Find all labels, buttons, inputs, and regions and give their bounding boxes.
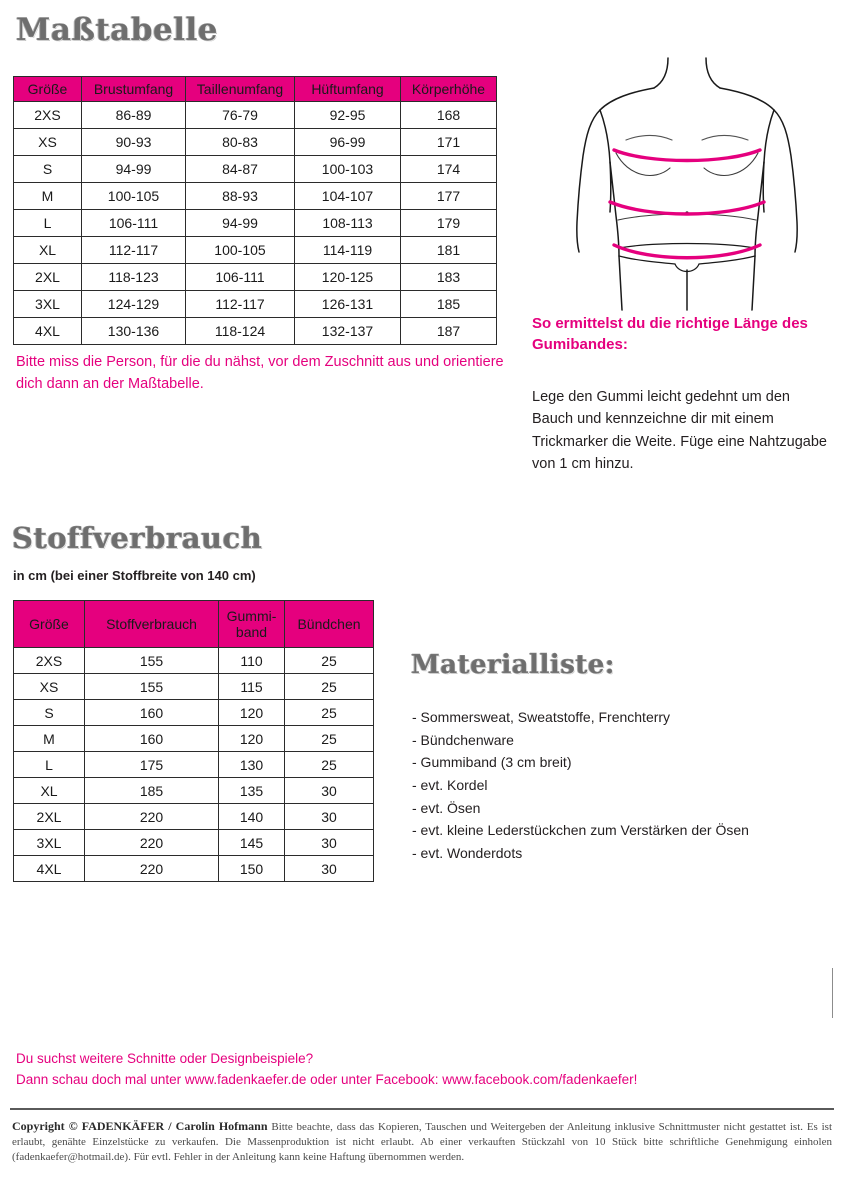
table-row [14, 778, 374, 804]
cell-size: L [14, 752, 85, 778]
list-item: - evt. Wonderdots [412, 845, 523, 862]
table-header-row [14, 601, 374, 648]
table-row [14, 237, 497, 264]
cell-waist: 112-117 [186, 291, 295, 318]
cell-size: 2XS [14, 648, 85, 674]
cell-waist: 100-105 [186, 237, 295, 264]
cell-fabric: 155 [85, 648, 219, 674]
table-row [14, 264, 497, 291]
list-item: - evt. Kordel [412, 777, 488, 794]
cell-size: L [14, 210, 82, 237]
cell-cuff: 30 [285, 856, 374, 882]
table-row [14, 830, 374, 856]
cell-fabric: 160 [85, 726, 219, 752]
cell-height: 181 [401, 237, 497, 264]
cell-fabric: 220 [85, 830, 219, 856]
cell-size: S [14, 156, 82, 183]
table-header-row [14, 77, 497, 102]
cell-size: XL [14, 237, 82, 264]
column-header-fabric: Stoffverbrauch [85, 601, 219, 648]
column-header-cuff: Bündchen [285, 601, 374, 648]
cell-size: S [14, 700, 85, 726]
cell-elastic: 120 [219, 726, 285, 752]
table-row [14, 804, 374, 830]
page-title-measurement-chart: Maßtabelle [16, 12, 219, 48]
column-header-waist: Taillenumfang [186, 77, 295, 102]
table-row [14, 183, 497, 210]
fabric-usage-table [13, 600, 374, 882]
cell-height: 174 [401, 156, 497, 183]
cell-cuff: 30 [285, 778, 374, 804]
cell-fabric: 175 [85, 752, 219, 778]
cell-height: 187 [401, 318, 497, 345]
fabric-usage-subtitle: in cm (bei einer Stoffbreite von 140 cm) [13, 568, 256, 583]
list-item: - Gummiband (3 cm breit) [412, 754, 572, 771]
cell-chest: 90-93 [82, 129, 186, 156]
table-row [14, 102, 497, 129]
cell-elastic: 135 [219, 778, 285, 804]
list-item: - evt. kleine Lederstückchen zum Verstärken der Ösen [412, 822, 749, 839]
section-title-material-list: Materialliste: [411, 650, 616, 680]
measurement-instruction-note: Bitte miss die Person, für die du nähst, vor dem Zuschnitt aus und orientiere dich dann an der Maßtabelle. [16, 354, 504, 392]
cell-chest: 118-123 [82, 264, 186, 291]
cell-hip: 104-107 [295, 183, 401, 210]
cell-cuff: 25 [285, 648, 374, 674]
cell-hip: 132-137 [295, 318, 401, 345]
cell-size: XS [14, 674, 85, 700]
table-row [14, 726, 374, 752]
cell-waist: 80-83 [186, 129, 295, 156]
cell-hip: 92-95 [295, 102, 401, 129]
list-item: - Bündchenware [412, 731, 514, 748]
cell-size: 4XL [14, 318, 82, 345]
cell-chest: 124-129 [82, 291, 186, 318]
promo-line-links: Dann schau doch mal unter www.fadenkaefer.de oder unter Facebook: www.facebook.com/fadenkaefer! [16, 1071, 638, 1087]
cell-cuff: 25 [285, 674, 374, 700]
table-row [14, 856, 374, 882]
cell-height: 177 [401, 183, 497, 210]
table-row [14, 648, 374, 674]
cell-waist: 118-124 [186, 318, 295, 345]
column-header-height: Körperhöhe [401, 77, 497, 102]
cell-chest: 100-105 [82, 183, 186, 210]
cell-chest: 112-117 [82, 237, 186, 264]
cell-height: 183 [401, 264, 497, 291]
cell-height: 185 [401, 291, 497, 318]
cell-elastic: 115 [219, 674, 285, 700]
cell-waist: 76-79 [186, 102, 295, 129]
cell-cuff: 25 [285, 726, 374, 752]
cell-size: M [14, 183, 82, 210]
elastic-length-body: Lege den Gummi leicht gedehnt um den Bauch und kennzeichne dir mit einem Trickmarker die Weite. Füge eine Nahtzugabe von 1 cm hinzu. [532, 389, 827, 473]
footer-copyright [12, 1118, 832, 1166]
cell-size: M [14, 726, 85, 752]
material-list [412, 706, 832, 865]
cell-fabric: 220 [85, 804, 219, 830]
cell-fabric: 160 [85, 700, 219, 726]
cell-waist: 94-99 [186, 210, 295, 237]
table-row [14, 318, 497, 345]
cell-fabric: 220 [85, 856, 219, 882]
elastic-length-heading: So ermittelst du die richtige Länge des Gumibandes: [532, 315, 808, 354]
cell-size: 2XL [14, 264, 82, 291]
cell-size: 2XS [14, 102, 82, 129]
cell-size: XS [14, 129, 82, 156]
torso-measurement-diagram [562, 52, 812, 327]
section-title-fabric-usage: Stoffverbrauch [12, 521, 263, 555]
cell-fabric: 185 [85, 778, 219, 804]
cell-waist: 88-93 [186, 183, 295, 210]
cell-size: 3XL [14, 830, 85, 856]
cell-fabric: 155 [85, 674, 219, 700]
column-header-size: Größe [14, 601, 85, 648]
cell-size: 3XL [14, 291, 82, 318]
cell-hip: 96-99 [295, 129, 401, 156]
cell-size: 4XL [14, 856, 85, 882]
cell-hip: 126-131 [295, 291, 401, 318]
promo-text [16, 1049, 776, 1091]
measurement-table [13, 76, 497, 345]
cell-height: 168 [401, 102, 497, 129]
table-row [14, 156, 497, 183]
cell-size: XL [14, 778, 85, 804]
list-item: - Sommersweat, Sweatstoffe, Frenchterry [412, 709, 671, 725]
cell-chest: 106-111 [82, 210, 186, 237]
cell-elastic: 145 [219, 830, 285, 856]
copyright-owner: Copyright © FADENKÄFER / Carolin Hofmann [12, 1119, 268, 1133]
cell-elastic: 110 [219, 648, 285, 674]
cell-cuff: 30 [285, 804, 374, 830]
table-row [14, 291, 497, 318]
cell-size: 2XL [14, 804, 85, 830]
column-header-hip: Hüftumfang [295, 77, 401, 102]
cell-elastic: 150 [219, 856, 285, 882]
cell-cuff: 25 [285, 700, 374, 726]
cell-cuff: 30 [285, 830, 374, 856]
cell-chest: 86-89 [82, 102, 186, 129]
cell-waist: 84-87 [186, 156, 295, 183]
page-edge-artifact [832, 968, 833, 1018]
cell-chest: 94-99 [82, 156, 186, 183]
table-row [14, 129, 497, 156]
cell-hip: 100-103 [295, 156, 401, 183]
column-header-elastic: Gummi-band [219, 601, 285, 648]
cell-hip: 108-113 [295, 210, 401, 237]
chest-measure-band [614, 150, 760, 161]
cell-height: 179 [401, 210, 497, 237]
table-row [14, 700, 374, 726]
cell-height: 171 [401, 129, 497, 156]
cell-cuff: 25 [285, 752, 374, 778]
table-row [14, 210, 497, 237]
cell-hip: 114-119 [295, 237, 401, 264]
table-row [14, 674, 374, 700]
cell-hip: 120-125 [295, 264, 401, 291]
cell-elastic: 130 [219, 752, 285, 778]
cell-elastic: 120 [219, 700, 285, 726]
column-header-size: Größe [14, 77, 82, 102]
cell-elastic: 140 [219, 804, 285, 830]
copyright-terms: Bitte beachte, dass das Kopieren, Tauschen und Weitergeben der Anleitung inklusive Schnittmuster nicht gestattet ist. Es ist erlaubt, genähte Einzelstücke zu verkaufen. Die Massenproduktion ist nicht erlaubt. Ab einer verkauften Stückzahl von 10 Stück bitte schriftliche Genehmigung einholen (fadenkaefer@hotmail.de). Für evtl. Fehler in der Anleitung kann keine Haftung übernommen werden. [12, 1121, 833, 1164]
hip-measure-band [614, 245, 760, 258]
cell-chest: 130-136 [82, 318, 186, 345]
footer-divider [10, 1108, 834, 1110]
table-row [14, 752, 374, 778]
cell-waist: 106-111 [186, 264, 295, 291]
list-item: - evt. Ösen [412, 799, 481, 816]
column-header-chest: Brustumfang [82, 77, 186, 102]
promo-line-question: Du suchst weitere Schnitte oder Designbeispiele? [16, 1051, 314, 1066]
